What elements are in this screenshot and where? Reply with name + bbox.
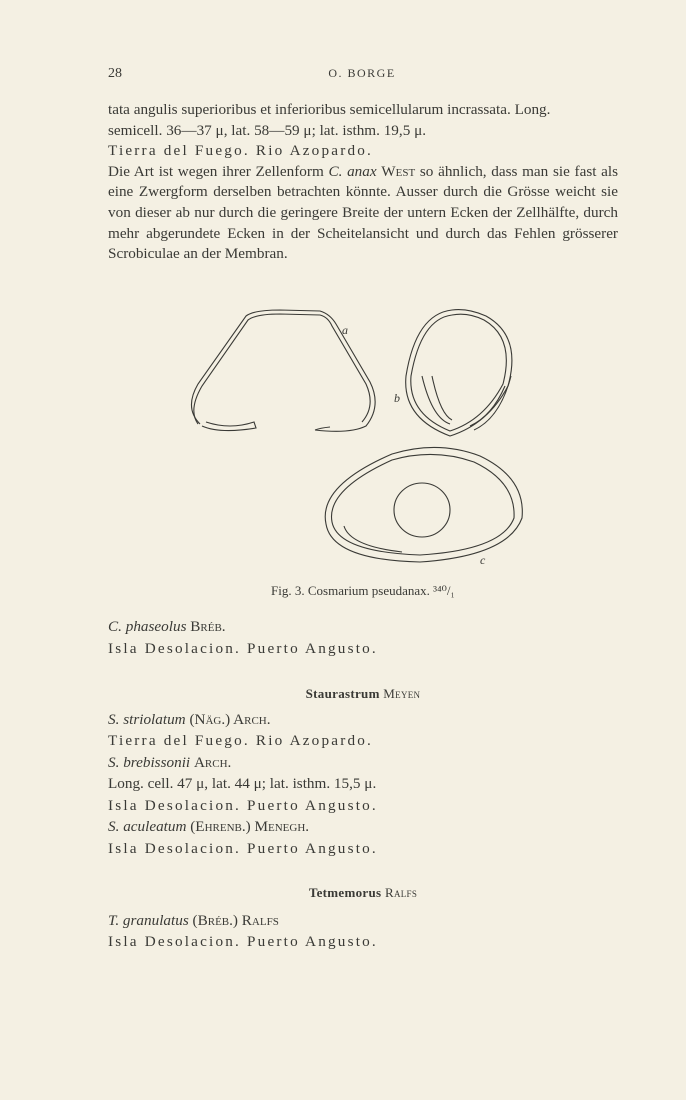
s2-species1: T. granulatus <box>108 911 189 929</box>
discussion-text-start: Die Art ist wegen ihrer Zellenform <box>108 162 329 180</box>
section1-heading <box>108 683 618 705</box>
figure-caption <box>108 583 618 599</box>
caption-species: Cosmarium pseudanax. <box>307 583 430 598</box>
figure-label-b: b <box>394 391 400 405</box>
entry-phaseolus <box>108 616 618 659</box>
s2-species1-locality: Isla Desolacion. Puerto Angusto. <box>108 933 378 950</box>
entry1-species: C. phaseolus <box>108 618 187 635</box>
intro-line-1: tata angulis superioribus et inferioribus semicellularum incrassata. Long. <box>108 101 551 118</box>
s1-species1-locality: Tierra del Fuego. Rio Azopardo. <box>108 732 374 749</box>
comparison-author: West <box>381 162 416 180</box>
s1-species2-measure: Long. cell. 47 μ, lat. 44 μ; lat. isthm. 15,5 μ. <box>108 775 377 792</box>
figure-label-c: c <box>480 553 486 567</box>
entry1-author: Bréb. <box>190 618 226 635</box>
comparison-species: C. anax <box>328 162 377 180</box>
s1-species2: S. brebissonii <box>108 753 191 771</box>
caption-magnification: ³⁴⁰/₁ <box>433 583 455 598</box>
figure-label-a: a <box>342 323 348 337</box>
intro-locality: Tierra del Fuego. Rio Azopardo. <box>108 142 374 160</box>
entry1-locality: Isla Desolacion. Puerto Angusto. <box>108 639 378 657</box>
s1-species2-locality: Isla Desolacion. Puerto Angusto. <box>108 796 378 814</box>
s2-species1-author: (Bréb.) Ralfs <box>192 911 279 929</box>
section2-heading <box>108 882 618 904</box>
running-head: O. BORGE <box>328 66 396 80</box>
intro-line-2: semicell. 36—37 μ, lat. 58—59 μ; lat. isthm. 19,5 μ. <box>108 121 427 139</box>
intro-text <box>108 100 618 265</box>
s1-species3: S. aculeatum <box>108 818 187 835</box>
discussion-paragraph <box>108 162 618 265</box>
s1-species1-author: (Näg.) Arch. <box>189 710 271 728</box>
section1-genus: Staurastrum <box>305 686 380 701</box>
section1-author: Meyen <box>383 686 421 701</box>
discussion-text-rest: so ähnlich, dass man sie fast als eine Zwergform derselben betrachten könnte. Ausser durch die Grösse weicht sie von dieser ab nur durch die geringere Breite der untern Ecken der Zellhälfte, durch mehr abgerundete Ecken in der Scheitelansicht und durch das Fehlen grösserer Scrobiculae an der Membran. <box>108 162 619 263</box>
section2-author: Ralfs <box>384 885 418 900</box>
s1-species2-author: Arch. <box>193 753 232 771</box>
section-tetmemorus <box>108 882 618 953</box>
caption-fig-label: Fig. 3. <box>271 583 305 598</box>
s1-species3-locality: Isla Desolacion. Puerto Angusto. <box>108 839 378 857</box>
page-number: 28 <box>108 66 122 81</box>
section-staurastrum <box>108 683 618 859</box>
s1-species3-author: (Ehrenb.) Menegh. <box>190 818 310 835</box>
s1-species1: S. striolatum <box>108 710 186 728</box>
figure-cosmarium <box>170 306 530 576</box>
cosmarium-drawing <box>170 306 530 576</box>
section2-genus: Tetmemorus <box>308 885 382 900</box>
page-header <box>108 66 616 86</box>
